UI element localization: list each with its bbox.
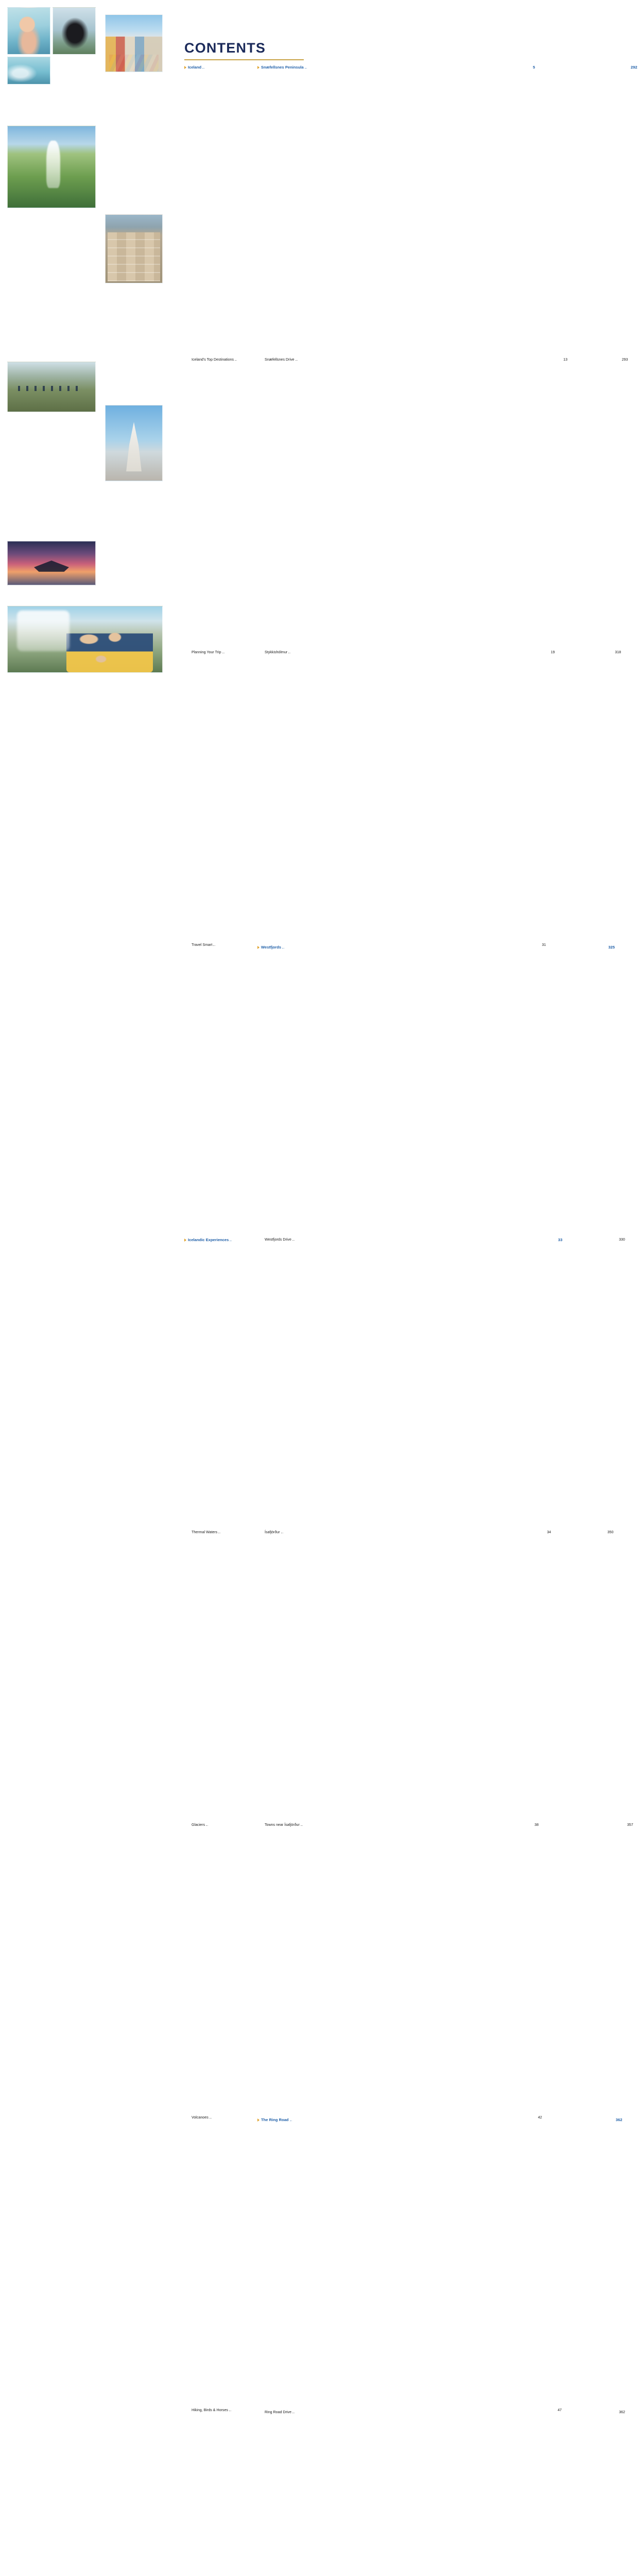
toc-entry-page: 293 xyxy=(621,358,628,362)
toc-entry-page: 34 xyxy=(547,1530,551,1534)
photo-hikers-on-trail xyxy=(7,362,96,412)
toc-entry-label: Ísafjörður xyxy=(265,1530,280,1534)
toc-leader-dots xyxy=(305,67,307,69)
toc-entry-label: Glaciers xyxy=(192,1823,205,1827)
photo-rainbow-painted-path xyxy=(105,214,163,283)
toc-leader-dots xyxy=(235,360,237,361)
toc-leader-dots xyxy=(218,1532,220,1533)
chevron-right-icon xyxy=(184,1239,186,1242)
toc-entry-label: Westfjords xyxy=(261,945,282,950)
toc-entry[interactable] xyxy=(257,2117,622,2410)
photo-family-at-gullfoss xyxy=(7,606,163,673)
toc-entry-page: 350 xyxy=(607,1530,614,1534)
chevron-right-icon xyxy=(257,66,259,69)
toc-entry-page: 19 xyxy=(550,650,555,654)
toc-entry-label: Hiking, Birds & Horses xyxy=(192,2408,228,2412)
toc-entry-label: Snæfellsnes Peninsula xyxy=(261,65,304,70)
table-of-contents xyxy=(170,40,637,2576)
toc-entry[interactable] xyxy=(257,64,637,357)
toc-entry-page: 318 xyxy=(615,650,621,654)
toc-entry[interactable] xyxy=(257,944,615,1237)
toc-leader-dots xyxy=(206,1825,208,1826)
toc-leader-dots xyxy=(202,67,204,69)
chevron-right-icon xyxy=(257,2119,259,2122)
toc-entry-label: Iceland's Top Destinations xyxy=(192,358,234,362)
toc-leader-dots xyxy=(282,947,284,948)
toc-entry-page: 47 xyxy=(558,2408,562,2412)
toc-entry-page: 325 xyxy=(608,945,615,950)
toc-entry-label: The Ring Road xyxy=(261,2117,289,2122)
toc-leader-dots xyxy=(213,945,215,946)
chevron-right-icon xyxy=(184,66,186,69)
photo-seljalandsfoss-waterfall xyxy=(7,126,96,208)
photo-collage xyxy=(7,7,164,285)
toc-leader-dots xyxy=(290,2120,292,2121)
toc-entry-label: Snæfellsnes Drive xyxy=(265,358,294,362)
title-divider xyxy=(184,59,304,60)
toc-entry-page: 38 xyxy=(534,1823,539,1827)
photo-colorful-town-street xyxy=(105,14,163,72)
toc-entry-label: Thermal Waters xyxy=(192,1530,218,1534)
toc-entry-page: 5 xyxy=(532,65,535,70)
toc-entry-page: 33 xyxy=(558,1238,563,1242)
toc-entry-label: Towns near Ísafjörður xyxy=(265,1823,300,1827)
toc-entry-page: 13 xyxy=(563,358,568,362)
toc-entry-label: Volcanoes xyxy=(192,2115,209,2120)
toc-entry-page: 357 xyxy=(627,1823,633,1827)
photo-hallgrimskirkja-church xyxy=(105,405,163,481)
page-title: CONTENTS xyxy=(184,40,266,56)
toc-entry-label: Ring Road Drive xyxy=(265,2410,292,2414)
chevron-right-icon xyxy=(257,946,259,949)
toc-entry-label: Icelandic Experiences xyxy=(188,1238,229,1242)
toc-entry-label: Iceland xyxy=(188,65,202,70)
toc-leader-dots xyxy=(229,2410,231,2411)
photo-blue-lagoon-water xyxy=(7,57,50,84)
toc-entry-label: Westfjords Drive xyxy=(265,1238,291,1242)
photo-face-in-geothermal-water xyxy=(7,7,50,55)
toc-entry-label: Stykkishólmur xyxy=(265,650,288,654)
toc-leader-dots xyxy=(210,2117,212,2119)
toc-entry-label: Planning Your Trip xyxy=(192,650,221,654)
photo-puffin xyxy=(53,7,96,55)
toc-leader-dots xyxy=(230,1240,232,1241)
toc-leader-dots xyxy=(222,652,224,653)
toc-entry-page: 362 xyxy=(619,2410,626,2414)
toc-entry-page: 362 xyxy=(615,2117,622,2122)
toc-entry-page: 330 xyxy=(619,1238,625,1242)
toc-entry-page: 42 xyxy=(538,2115,542,2120)
toc-entry-label: Travel Smart xyxy=(192,943,213,947)
toc-entry-page: 292 xyxy=(631,65,637,70)
photo-sun-voyager-sculpture xyxy=(7,541,96,585)
toc-entry-page: 31 xyxy=(542,943,546,947)
